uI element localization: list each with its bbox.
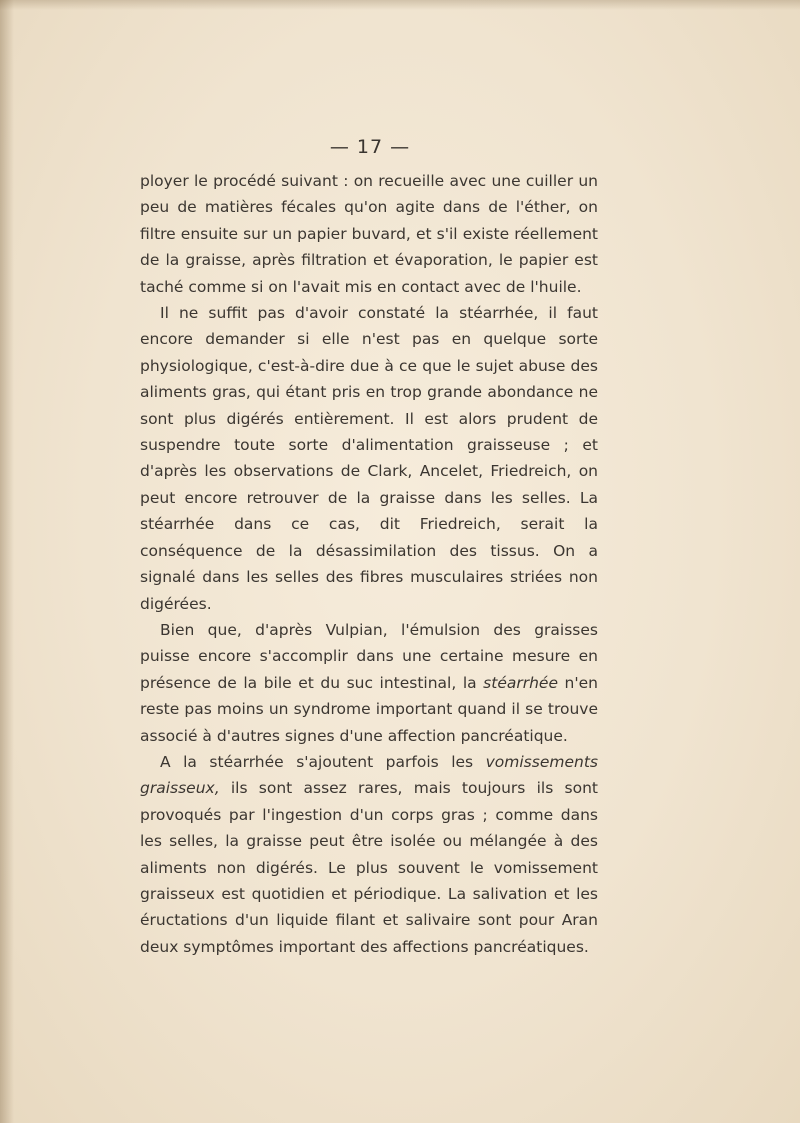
paragraph-1 [140,168,598,300]
top-edge-shadow [0,0,800,10]
paragraph-text: A la stéarrhée s'ajoutent parfois les [160,752,486,771]
paragraph-2 [140,300,598,617]
spine-shadow [0,0,14,1123]
paragraph-text: Bien que, d'après Vulpian, l'émulsion des graisses puisse encore s'accomplir dans une certaine mesure en présence de la bile et du suc intestinal, la [140,620,598,692]
paragraph-text: n'en reste pas moins un syndrome important quand il se trouve associé à d'autres signes d'une affection pancréatique. [140,673,598,745]
paragraph-4 [140,749,598,960]
page-number: — 17 — [329,136,411,158]
paragraph-text: Il ne suffit pas d'avoir constaté la stéarrhée, il faut encore demander si elle n'est pas en quelque sorte physiologique, c'est-à-dire due à ce que le sujet abuse des aliments gras, qui étant pris en trop grande abondance ne sont plus digérés entièrement. Il est alors prudent de suspendre toute sorte d'alimentation graisseuse ; et d'après les observations de Clark, Ancelet, Friedreich, on peut encore retrouver de la graisse dans les selles. La stéarrhée dans ce cas, dit Friedreich, serait la conséquence de la désassimilation des tissus. On a signalé dans les selles des fibres musculaires striées non digérées. [140,304,598,613]
paragraph-text: ployer le procédé suivant : on recueille avec une cuiller un peu de matières fécales qu'on agite dans de l'éther, on filtre ensuite sur un papier buvard, et s'il existe réellement de la graisse, après filtration et évaporation, le papier est taché comme si on l'avait mis en contact avec de l'huile. [140,172,598,296]
body-text [140,168,598,960]
paragraph-text: ils sont assez rares, mais toujours ils sont provoqués par l'ingestion d'un corps gras ; comme dans les selles, la graisse peut être isolée ou mélangée à des aliments non digérés. Le plus souvent le vomissement graisseux est quotidien et périodique. La salivation et les éructations d'un liquide filant et salivaire sont pour Aran deux symptômes important des affections pancréatiques. [140,779,598,956]
italic-term-vomissements: vomissements graisseux, [140,752,598,798]
paragraph-3 [140,617,598,749]
italic-term-stearrhee: stéarrhée [483,673,559,692]
